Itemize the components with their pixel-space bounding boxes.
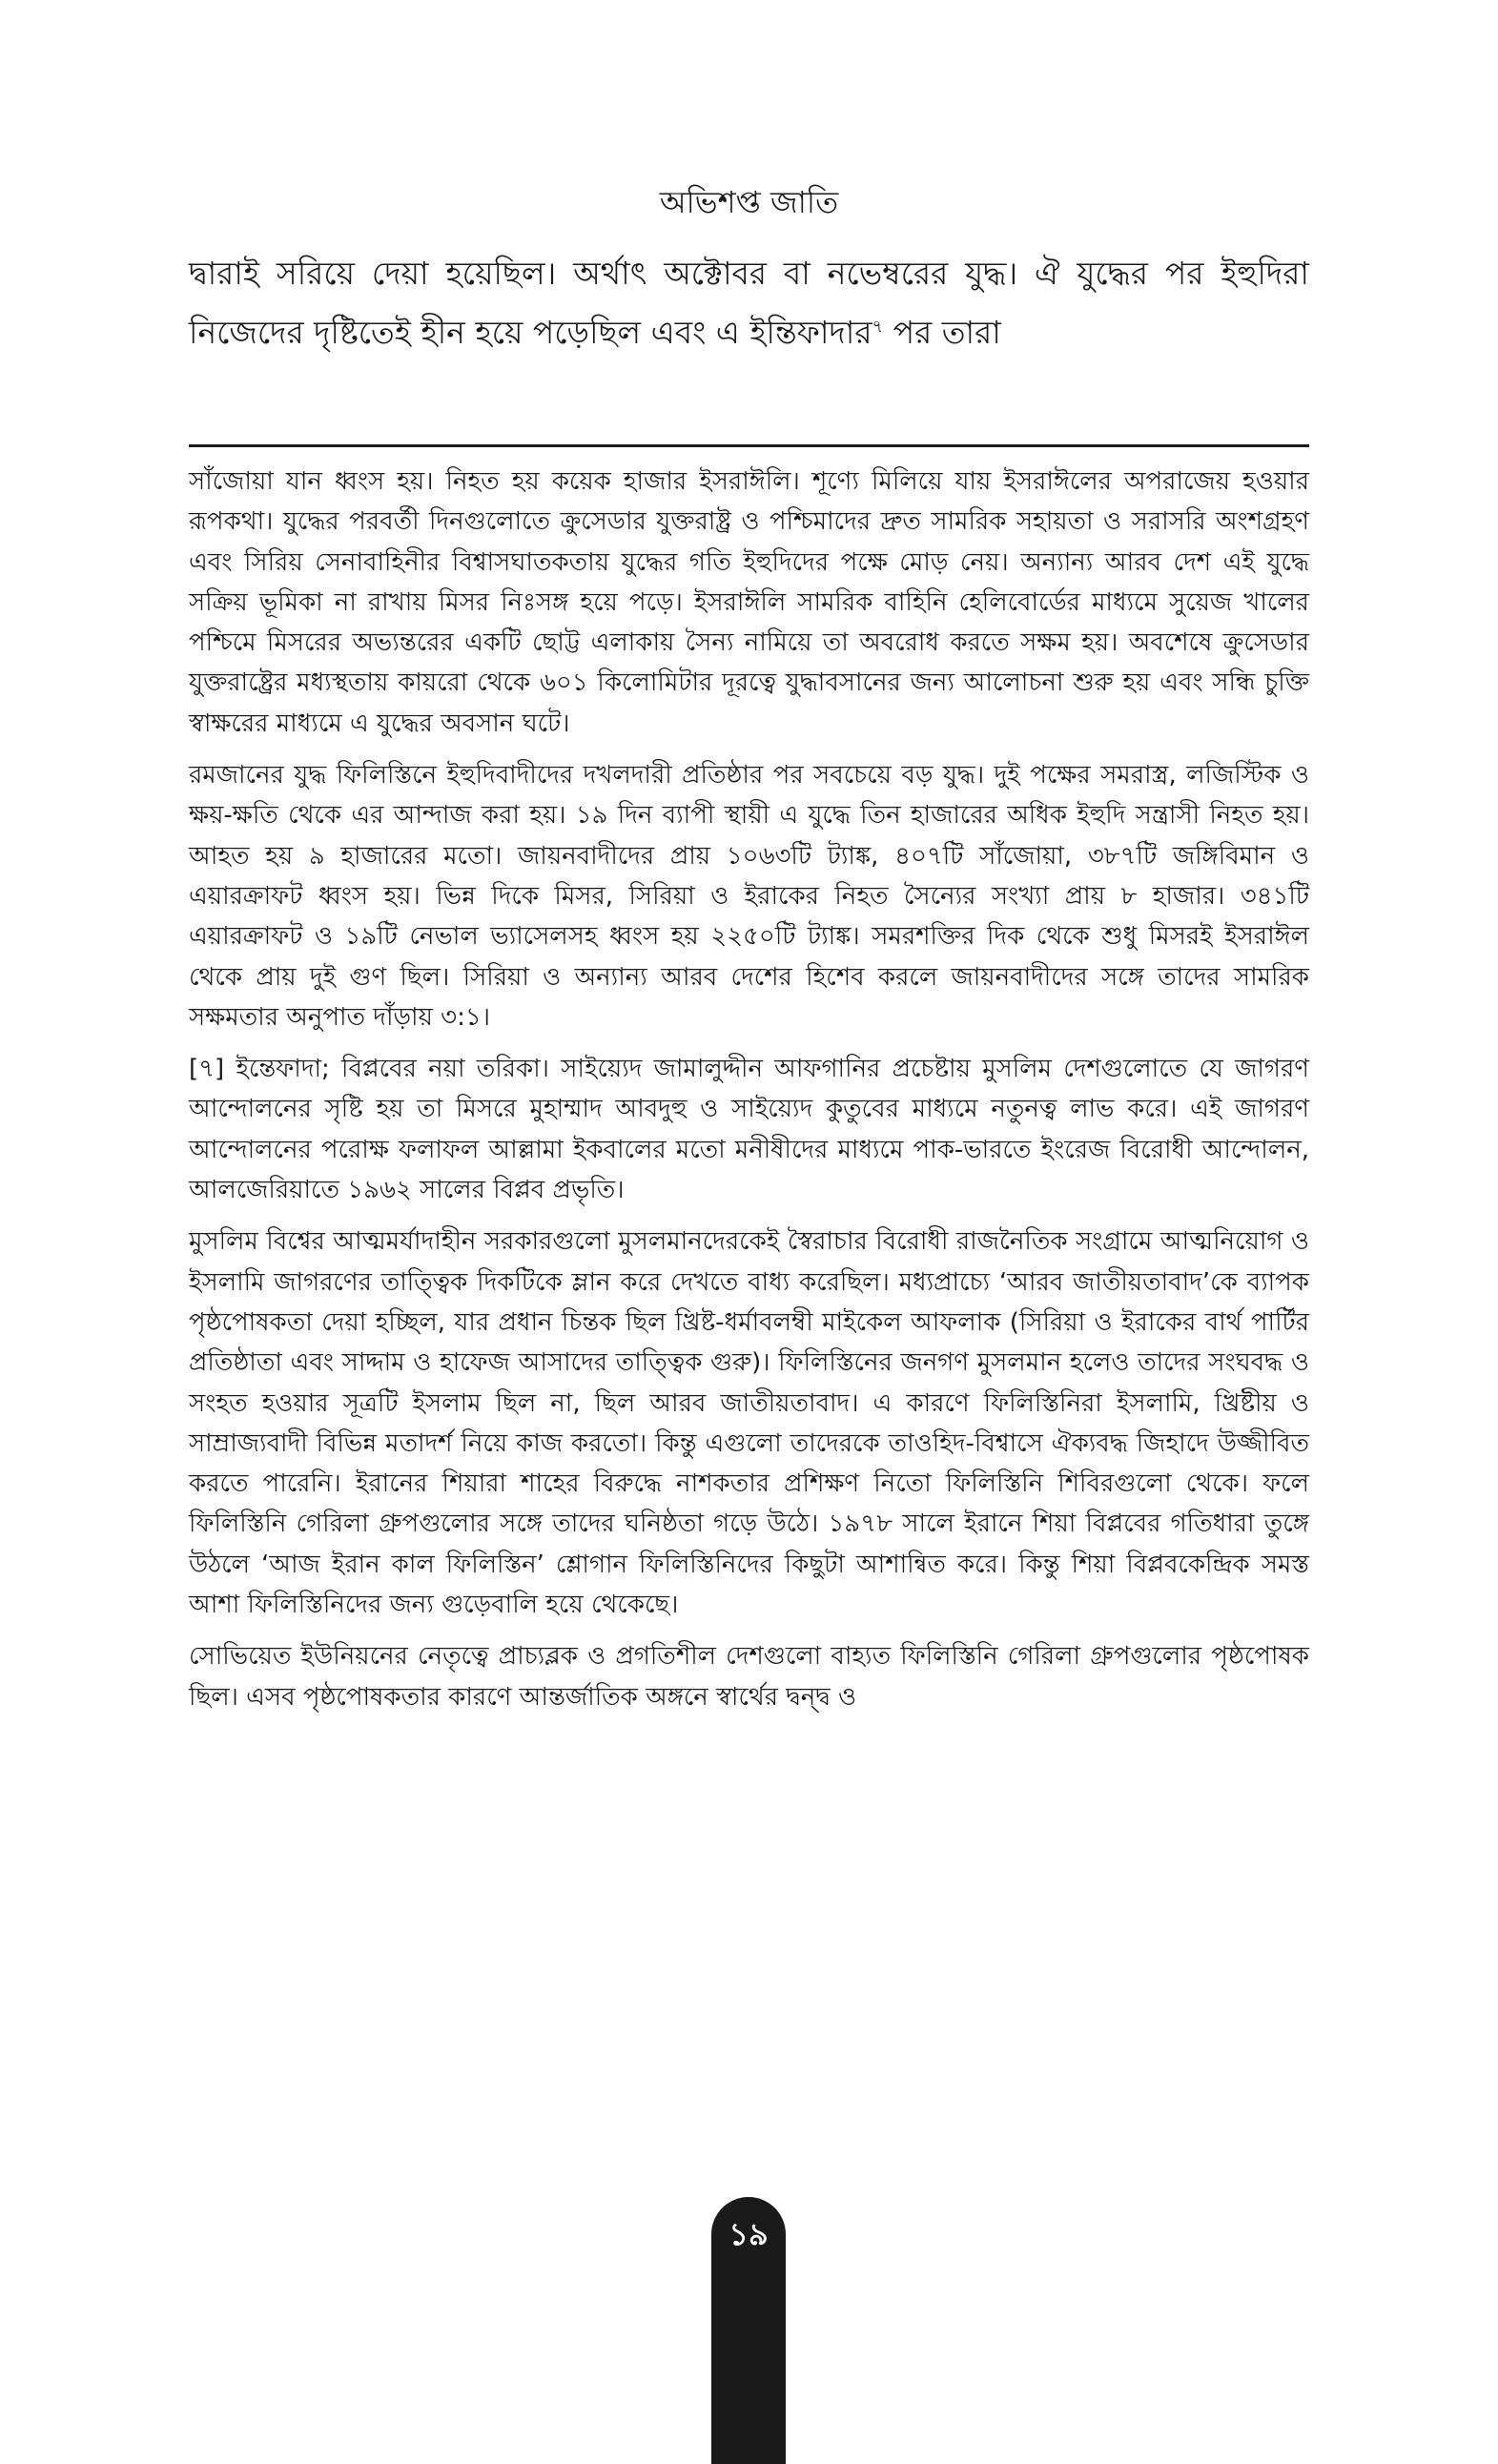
footnotes-section bbox=[189, 462, 1309, 1729]
main-paragraph bbox=[189, 244, 1309, 362]
running-header: অভিশপ্ত জাতি bbox=[659, 184, 839, 220]
footnote-reference: ৭ bbox=[872, 317, 884, 337]
footnote-paragraph-4: মুসলিম বিশ্বের আত্মমর্যাদাহীন সরকারগুলো মুসলমানদেরকেই স্বৈরাচার বিরোধী রাজনৈতিক সংগ্রামে আত্মনিয়োগ ও ইসলামি জাগরণের তাত্ত্বিক দিকটিকে ম্লান করে দেখতে বাধ্য করেছিল। মধ্যপ্রাচ্যে ‘আরব জাতীয়তাবাদ’কে ব্যাপক পৃষ্ঠপোষকতা দেয়া হচ্ছিল, যার প্রধান চিন্তক ছিল খ্রিষ্ট-ধর্মাবলম্বী মাইকেল আফলাক (সিরিয়া ও ইরাকের বার্থ পার্টির প্রতিষ্ঠাতা এবং সাদ্দাম ও হাফেজ আসাদের তাত্ত্বিক গুরু)। ফিলিস্তিনের জনগণ মুসলমান হলেও তাদের সংঘবদ্ধ ও সংহত হওয়ার সূত্রটি ইসলাম ছিল না, ছিল আরব জাতীয়তাবাদ। এ কারণে ফিলিস্তিনিরা ইসলামি, খ্রিষ্টীয় ও সাম্রাজ্যবাদী বিভিন্ন মতাদর্শ নিয়ে কাজ করতো। কিন্তু এগুলো তাদেরকে তাওহিদ-বিশ্বাসে ঐক্যবদ্ধ জিহাদে উজ্জীবিত করতে পারেনি। ইরানের শিয়ারা শাহের বিরুদ্ধে নাশকতার প্রশিক্ষণ নিতো ফিলিস্তিনি শিবিরগুলো থেকে। ফলে ফিলিস্তিনি গেরিলা গ্রুপগুলোর সঙ্গে তাদের ঘনিষ্ঠতা গড়ে উঠে। ১৯৭৮ সালে ইরানে শিয়া বিপ্লবের গতিধারা তুঙ্গে উঠলে ‘আজ ইরান কাল ফিলিস্তিন’ শ্লোগান ফিলিস্তিনিদের কিছুটা আশান্বিত করে। কিন্তু শিয়া বিপ্লবকেন্দ্রিক সমস্ত আশা ফিলিস্তিনিদের জন্য গুড়েবালি হয়ে থেকেছে। bbox=[189, 1227, 1309, 1620]
footnote-paragraph-1: সাঁজোয়া যান ধ্বংস হয়। নিহত হয় কয়েক হাজার ইসরাঈলি। শূণ্যে মিলিয়ে যায় ইসরাঈলের অপরাজেয় হওয়ার রূপকথা। যুদ্ধের পরবর্তী দিনগুলোতে ক্রুসেডার যুক্তরাষ্ট্র ও পশ্চিমাদের দ্রুত সামরিক সহায়তা ও সরাসরি অংশগ্রহণ এবং সিরিয় সেনাবাহিনীর বিশ্বাসঘাতকতায় যুদ্ধের গতি ইহুদিদের পক্ষে মোড় নেয়। অন্যান্য আরব দেশ এই যুদ্ধে সক্রিয় ভূমিকা না রাখায় মিসর নিঃসঙ্গ হয়ে পড়ে। ইসরাঈলি সামরিক বাহিনি হেলিবোর্ডের মাধ্যমে সুয়েজ খালের পশ্চিমে মিসরের অভ্যন্তরের একটি ছোট্ট এলাকায় সৈন্য নামিয়ে তা অবরোধ করতে সক্ষম হয়। অবশেষে ক্রুসেডার যুক্তরাষ্ট্রের মধ্যস্থতায় কায়রো থেকে ৬০১ কিলোমিটার দূরত্বে যুদ্ধাবসানের জন্য আলোচনা শুরু হয় এবং সন্ধি চুক্তি স্বাক্ষরের মাধ্যমে এ যুদ্ধের অবসান ঘটে। bbox=[189, 467, 1309, 738]
footnote-paragraph-2: রমজানের যুদ্ধ ফিলিস্তিনে ইহুদিবাদীদের দখলদারী প্রতিষ্ঠার পর সবচেয়ে বড় যুদ্ধ। দুই পক্ষের সমরাস্ত্র, লজিস্টিক ও ক্ষয়-ক্ষতি থেকে এর আন্দাজ করা হয়। ১৯ দিন ব্যাপী স্থায়ী এ যুদ্ধে তিন হাজারের অধিক ইহুদি সন্ত্রাসী নিহত হয়। আহত হয় ৯ হাজারের মতো। জায়নবাদীদের প্রায় ১০৬৩টি ট্যাঙ্ক, ৪০৭টি সাঁজোয়া, ৩৮৭টি জঙ্গিবিমান ও এয়ারক্রাফট ধ্বংস হয়। ভিন্ন দিকে মিসর, সিরিয়া ও ইরাকের নিহত সৈন্যের সংখ্যা প্রায় ৮ হাজার। ৩৪১টি এয়ারক্রাফট ও ১৯টি নেভাল ভ্যাসেলসহ ধ্বংস হয় ২২৫০টি ট্যাঙ্ক। সমরশক্তির দিক থেকে শুধু মিসরই ইসরাঈল থেকে প্রায় দুই গুণ ছিল। সিরিয়া ও অন্যান্য আরব দেশের হিশেব করলে জায়নবাদীদের সঙ্গে তাদের সামরিক সক্ষমতার অনুপাত দাঁড়ায় ৩:১। bbox=[189, 761, 1309, 1032]
footnote-paragraph-3: [৭] ইন্তেফাদা; বিপ্লবের নয়া তরিকা। সাইয়্যেদ জামালুদ্দীন আফগানির প্রচেষ্টায় মুসলিম দেশগুলোতে যে জাগরণ আন্দোলনের সৃষ্টি হয় তা মিসরে মুহাম্মাদ আবদুহু ও সাইয়্যেদ কুতুবের মাধ্যমে নতুনত্ব লাভ করে। এই জাগরণ আন্দোলনের পরোক্ষ ফলাফল আল্লামা ইকবালের মতো মনীষীদের মাধ্যমে পাক-ভারতে ইংরেজ বিরোধী আন্দোলন, আলজেরিয়াতে ১৯৬২ সালের বিপ্লব প্রভৃতি। bbox=[189, 1055, 1309, 1205]
main-text bbox=[189, 244, 1309, 362]
footnote-separator bbox=[189, 444, 1309, 447]
main-text-after-ref: পর তারা bbox=[883, 314, 1001, 351]
footnote-paragraph-5: সোভিয়েত ইউনিয়নের নেতৃত্বে প্রাচ্যব্লক ও প্রগতিশীল দেশগুলো বাহ্যত ফিলিস্তিনি গেরিলা গ্রুপগুলোর পৃষ্ঠপোষক ছিল। এসব পৃষ্ঠপোষকতার কারণে আন্তর্জাতিক অঙ্গনে স্বার্থের দ্বন্দ্ব ও bbox=[189, 1642, 1309, 1712]
main-text-before-ref: দ্বারাই সরিয়ে দেয়া হয়েছিল। অর্থাৎ অক্টোবর বা নভেম্বরের যুদ্ধ। ঐ যুদ্ধের পর ইহুদিরা নিজেদের দৃষ্টিতেই হীন হয়ে পড়েছিল এবং এ ইন্তিফাদার bbox=[189, 255, 1309, 351]
page-number: ১৯ bbox=[728, 2216, 769, 2252]
